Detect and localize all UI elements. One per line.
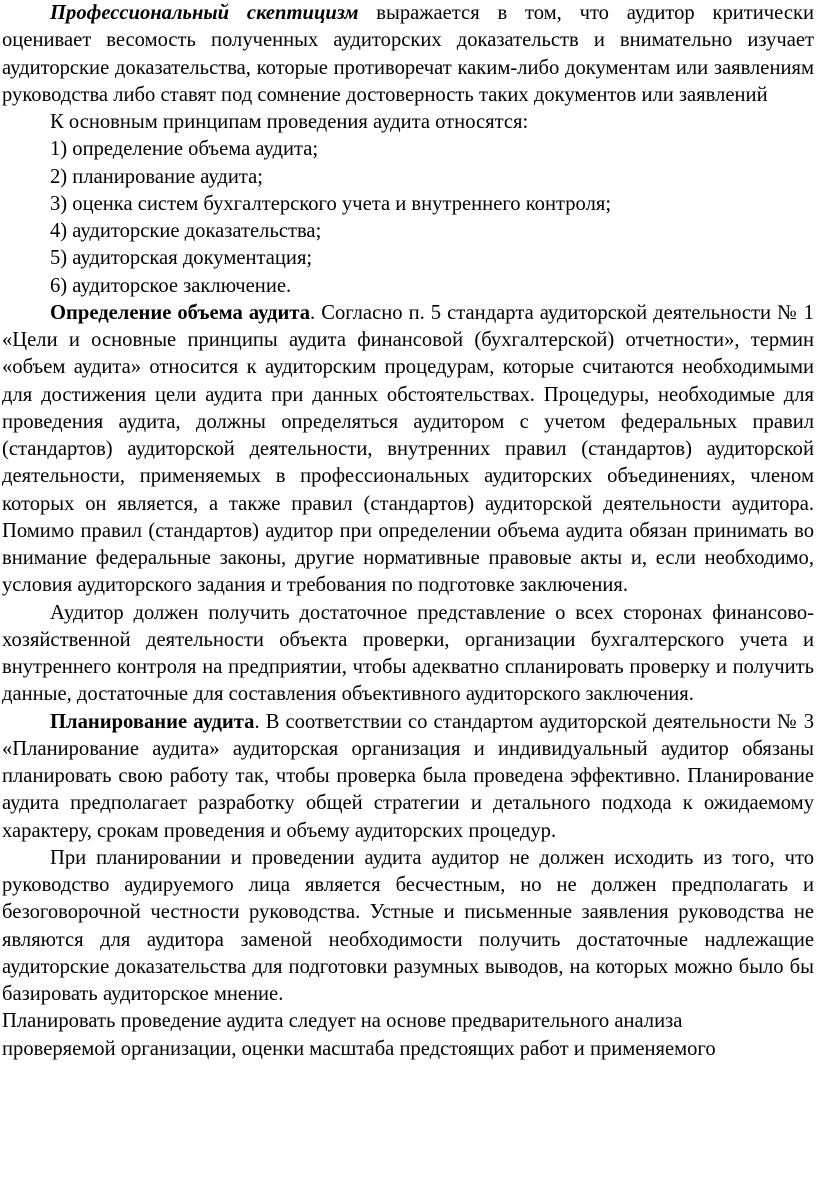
- document-page: [2, 0, 814, 1063]
- term-audit-scope: Определение объема аудита: [50, 301, 311, 324]
- term-audit-planning: Планирование аудита: [50, 710, 255, 733]
- paragraph-planning-basis-line-1: Планировать проведение аудита следует на основе предварительного анализа: [2, 1010, 683, 1033]
- paragraph-text: . Согласно п. 5 стандарта аудиторской деятельности № 1 «Цели и основные принципы аудита финансовой (бухгалтерской) отчетности», термин «объем аудита» относится к аудиторским процедурам, которые считаются необходимыми для достижения цели аудита при данных обстоятельствах. Процедуры, необходимые для проведения аудита, должны определяться аудитором с учетом федеральных правил (стандартов) аудиторской деятельности, внутренних правил (стандартов) аудиторской деятельности, применяемых в профессиональных аудиторских объединениях, членом которых он является, а также правил (стандартов) аудиторской деятельности аудитора. Помимо правил (стандартов) аудитор при определении объема аудита обязан принимать во внимание федеральные законы, другие нормативные правовые акты и, если необходимо, условия аудиторского задания и требования по подготовке заключения.: [2, 301, 814, 597]
- paragraph-management-honesty: При планировании и проведении аудита аудитор не должен исходить из того, что руководство аудируемого лица является бесчестным, но не должен предполагать и безоговорочной честности руководства. Устные и письменные заявления руководства не являются для аудитора заменой необходимости получить достаточные надлежащие аудиторские доказательства для подготовки разумных выводов, на которых можно было бы базировать аудиторское мнение.: [2, 846, 814, 1005]
- paragraph-auditor-understanding: Аудитор должен получить достаточное представление о всех сторонах финансово-хозяйственной деятельности объекта проверки, организации бухгалтерского учета и внутреннего контроля на предприятии, чтобы адекватно спланировать проверку и получить данные, достаточные для составления объективного аудиторского заключения.: [2, 601, 814, 706]
- paragraph-text: выражается в том, что аудитор критически оценивает весомость полученных аудиторских доказательств и внимательно изучает аудиторские доказательства, которые противоречат каким-либо документам или заявлениям руководства либо ставят под сомнение достоверность таких документов или заявлений: [2, 2, 814, 106]
- paragraph-principles-intro: К основным принципам проведения аудита относятся:: [50, 111, 529, 133]
- paragraph-planning-basis-line-2: проверяемой организации, оценки масштаба предстоящих работ и применяемого: [2, 1037, 716, 1060]
- paragraph-professional-skepticism: [2, 0, 814, 109]
- principle-item-5: 5) аудиторская документация;: [50, 247, 313, 270]
- principle-item-2: 2) планирование аудита;: [50, 165, 264, 188]
- paragraph-audit-planning: [2, 709, 814, 845]
- principle-item-4: 4) аудиторские доказательства;: [50, 220, 322, 242]
- term-professional-skepticism: Профессиональный скептицизм: [50, 2, 359, 24]
- paragraph-audit-scope: [2, 300, 814, 600]
- principle-item-3: 3) оценка систем бухгалтерского учета и внутреннего контроля;: [50, 192, 612, 215]
- principle-item-1: 1) определение объема аудита;: [50, 138, 319, 161]
- principle-item-6: 6) аудиторское заключение.: [50, 274, 292, 297]
- paragraph-text: . В соответствии со стандартом аудиторской деятельности № 3 «Планирование аудита» аудиторская организация и индивидуальный аудитор обязаны планировать свою работу так, чтобы проверка была проведена эффективно. Планирование аудита предполагает разработку общей стратегии и детального подхода к ожидаемому характеру, срокам проведения и объему аудиторских процедур.: [2, 710, 814, 842]
